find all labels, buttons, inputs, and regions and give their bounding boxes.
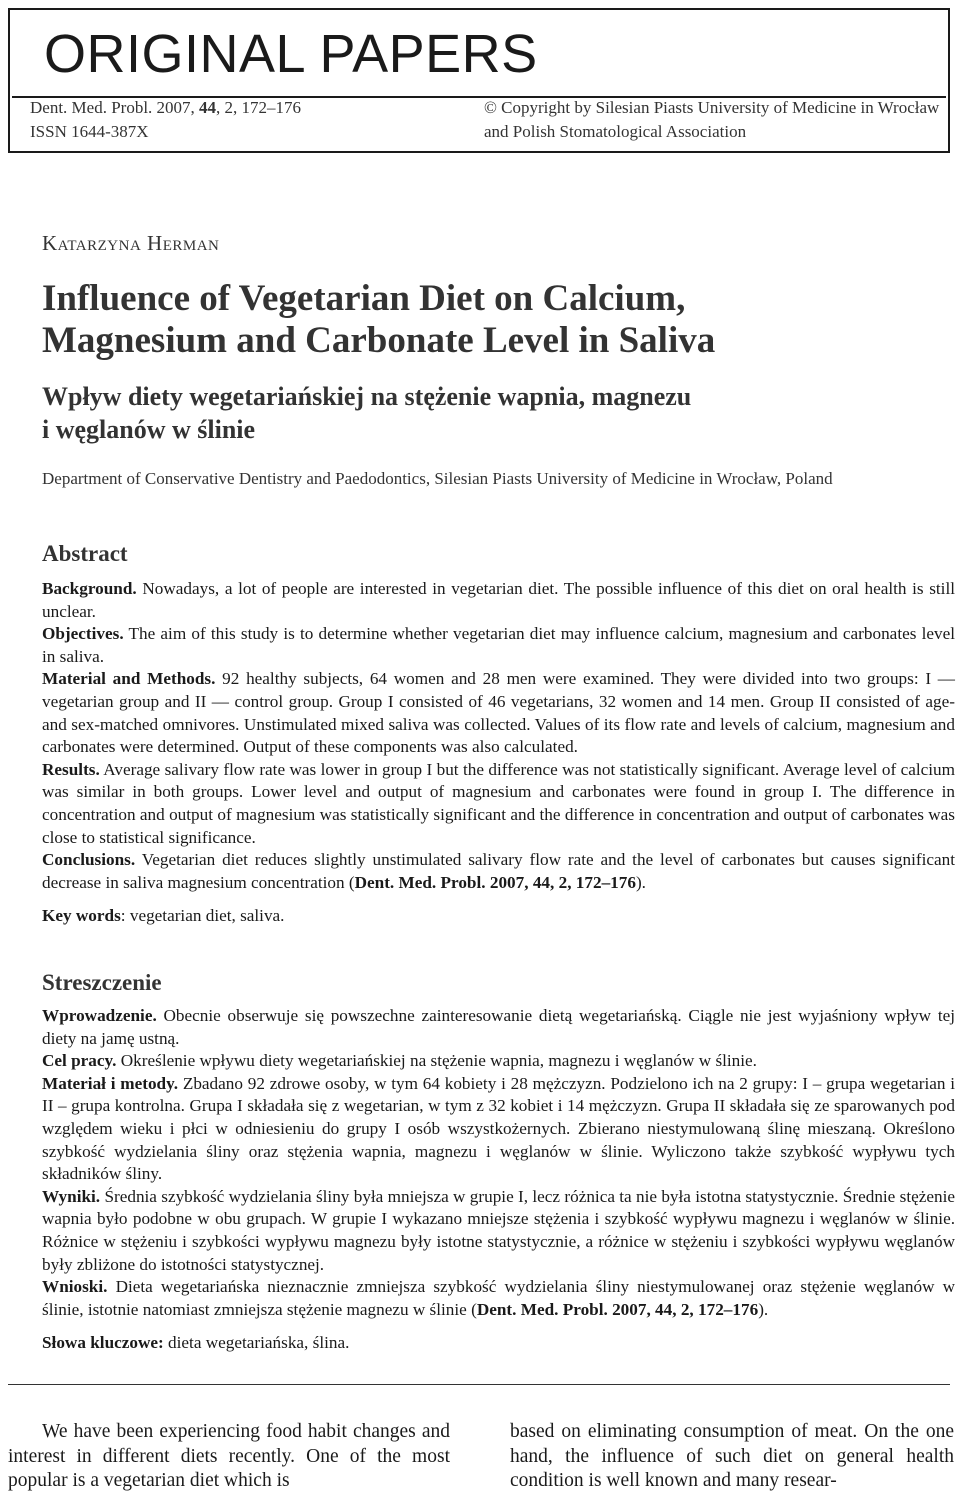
citation-block [30, 96, 301, 144]
body-paragraph: based on eliminating consumption of meat. On the one hand, the influence of such diet on general health condition is well known and many resear- [510, 1421, 954, 1492]
streszczenie-body [42, 1005, 955, 1355]
issn: ISSN 1644-387X [30, 122, 149, 141]
streszczenie-metody: Materiał i metody. Zbadano 92 zdrowe osoby, w tym 64 kobiety i 28 mężczyzn. Podzielono ich na 2 grupy: I – grupa wegetarian i II – grupa kontrolna. Grupa I składała się z wegetarian, w tym z 32 kobiet i 14 mężczyzn. Grupa II składała się ze sparowanych pod względem wieku i płci w odniesieniu do grupy I osób wszystkożernych. Zbierano niestymulowaną ślinę mieszaną. Określono szybkość wydzielania śliny oraz stężenia wapnia, magnezu i węglanów w ślinie. Wyliczono także szybkość wypływu tych składników śliny. [42, 1073, 956, 1184]
article-title-english: Influence of Vegetarian Diet on Calcium, Magnesium and Carbonate Level in Saliva [42, 278, 716, 361]
article-title-polish: Wpływ diety wegetariańskiej na stężenie wapnia, magnezu i węglanów w ślinie [42, 382, 692, 444]
abstract-results: Results. Average salivary flow rate was lower in group I but the difference was not statistically significant. Average level of calcium was similar in both groups. Lower level and output of magnesium and carbonates were found in group I. The difference in concentration and output of magnesium was statistically significant and the difference in concentration and output of carbonates was close to statistical significance. [42, 759, 955, 847]
copyright-line2: and Polish Stomatological Association [484, 122, 747, 141]
affiliation: Department of Conservative Dentistry and Paedodontics, Silesian Piasts University of Medicine in Wrocław, Poland [42, 469, 833, 488]
section-divider [8, 1384, 950, 1385]
author-name: Katarzyna Herman [42, 231, 220, 255]
abstract-background: Background. Nowadays, a lot of people are interested in vegetarian diet. The possible influence of this diet on oral health is still unclear. [42, 579, 956, 621]
body-paragraph: We have been experiencing food habit changes and interest in different diets recently. One of the most popular is a vegetarian diet which is [8, 1421, 450, 1492]
streszczenie-keywords: Słowa kluczowe: dieta wegetariańska, ślina. [42, 1333, 350, 1353]
streszczenie-cel: Cel pracy. Określenie wpływu diety wegetariańskiej na stężenie wapnia, magnezu i węglanów w ślinie. [42, 1051, 757, 1071]
abstract-keywords: Key words: vegetarian diet, saliva. [42, 906, 285, 926]
series-title: ORIGINAL PAPERS [12, 12, 946, 98]
copyright-block [484, 96, 939, 144]
abstract-objectives: Objectives. The aim of this study is to determine whether vegetarian diet may influence calcium, magnesium and carbonates level in saliva. [42, 624, 955, 666]
abstract-conclusions: Conclusions. Vegetarian diet reduces slightly unstimulated salivary flow rate and the level of carbonates but causes significant decrease in saliva magnesium concentration (Dent. Med. Probl. 2007, 44, 2, 172–176). [42, 850, 955, 892]
abstract-body [42, 578, 955, 928]
copyright-line1: © Copyright by Silesian Piasts University of Medicine in Wrocław [484, 98, 940, 117]
abstract-heading: Abstract [42, 541, 128, 566]
abstract-methods: Material and Methods. 92 healthy subjects, 64 women and 28 men were examined. They were divided into two groups: I — vegetarian group and II — control group. Group I consisted of 46 vegetarians, 32 women and 14 men. Group II consisted of age- and sex-matched omnivores. Unstimulated mixed saliva was collected. Values of its flow rate and levels of calcium, magnesium and carbonates were determined. Output of these components was also calculated. [42, 669, 955, 757]
streszczenie-wprowadzenie: Wprowadzenie. Obecnie obserwuje się powszechne zainteresowanie dietą wegetariańską. Ciągle nie jest wyjaśniony wpływ tej diety na jamę ustną. [42, 1006, 955, 1048]
streszczenie-wnioski: Wnioski. Dieta wegetariańska nieznacznie zmniejsza szybkość wydzielania śliny niestymulowanej oraz stężenie węglanów w ślinie, istotnie natomiast zmniejsza stężenie magnezu w ślinie (Dent. Med. Probl. 2007, 44, 2, 172–176). [42, 1277, 956, 1319]
citation-line: Dent. Med. Probl. 2007, 44, 2, 172–176 [30, 98, 302, 117]
streszczenie-wyniki: Wyniki. Średnia szybkość wydzielania śliny była mniejsza w grupie I, lecz różnica ta nie była istotna statystycznie. Średnie stężenie wapnia było podobne w obu grupach. W grupie I wykazano mniejsze stężenia i szybkość wypływu magnezu i węglanów w ślinie. Różnice w stężeniu i szybkości wypływu magnezu były istotne statystycznie, a różnice w stężeniu i szybkości wypływu węglanów były zbliżone do istotności statystycznej. [42, 1186, 955, 1274]
streszczenie-heading: Streszczenie [42, 970, 162, 995]
body-column-right [510, 1420, 954, 1494]
body-column-left [8, 1420, 450, 1494]
